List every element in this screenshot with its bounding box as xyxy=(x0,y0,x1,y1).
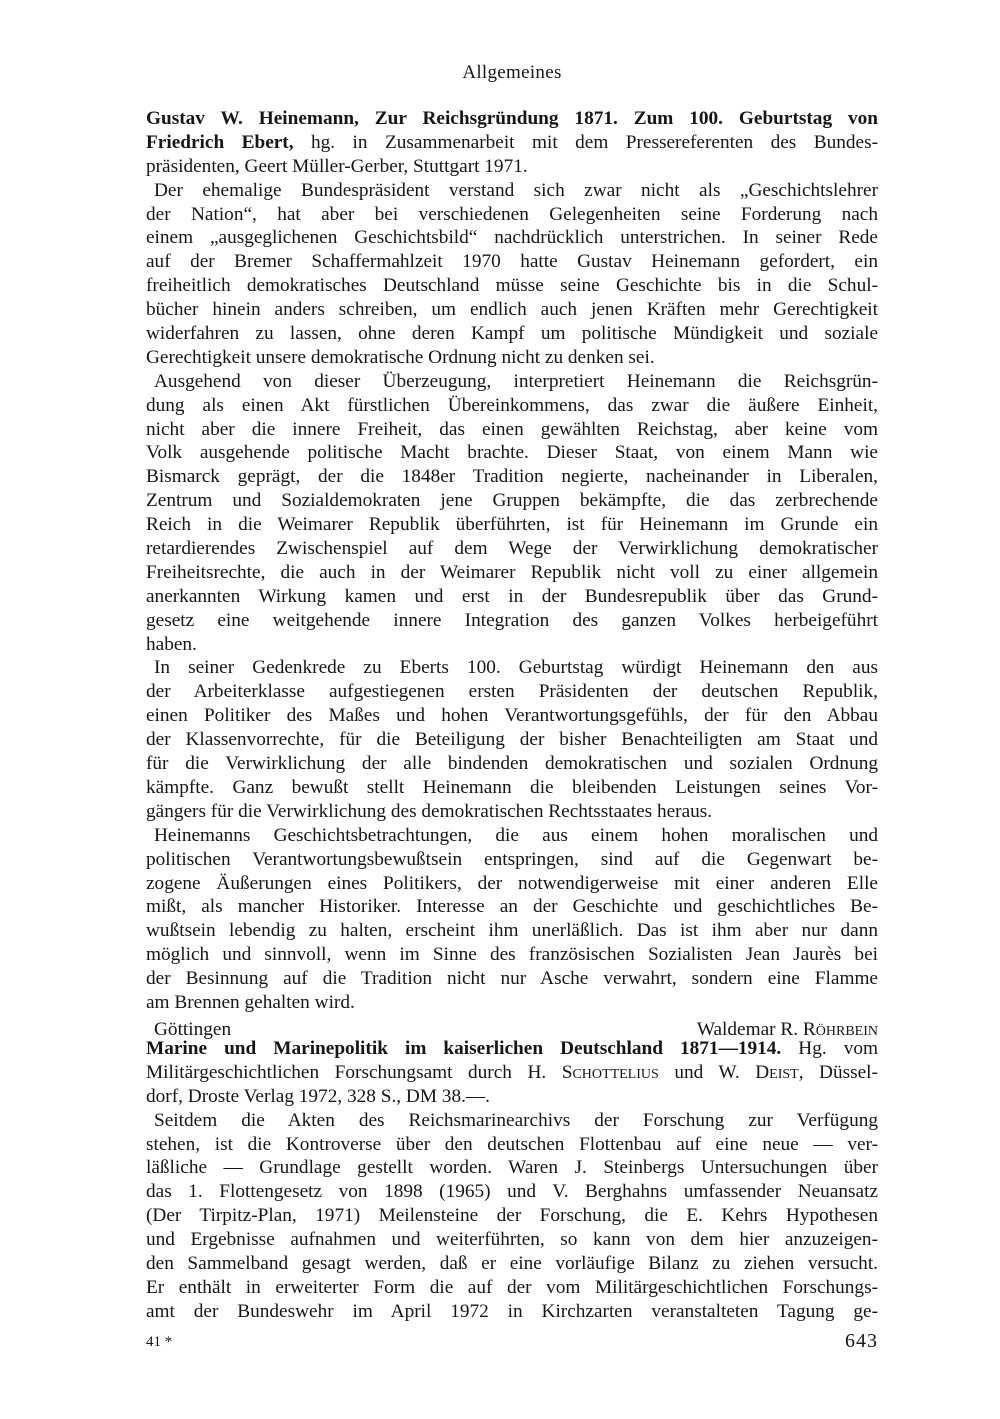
paragraph-line: kämpfte. Ganz bewußt stellt Heinemann die bleibenden Leistungen seines Vor- xyxy=(146,776,878,798)
book-page xyxy=(146,0,878,1419)
paragraph-line: Der ehemalige Bundespräsident verstand sich zwar nicht als „Geschichtslehrer xyxy=(154,179,878,201)
paragraph-line: den Sammelband gesagt werden, daß er eine vorläufige Bilanz zu ziehen versucht. xyxy=(146,1253,878,1275)
page-number: 643 xyxy=(845,1330,878,1352)
running-head: Allgemeines xyxy=(462,62,562,83)
review-title-tail: Hg. vom xyxy=(781,1038,878,1059)
review-biblio-line xyxy=(146,131,878,155)
review-biblio-line xyxy=(146,1061,878,1085)
paragraph-line: der Nation“, hat aber bei verschiedenen Gelegenheiten seine Forderung nach xyxy=(146,203,878,225)
paragraph-line: am Brennen gehalten wird. xyxy=(146,991,355,1013)
paragraph-line: Zentrum und Sozialdemokraten jene Gruppen bekämpfte, die das zerbrechende xyxy=(146,490,878,512)
paragraph-line: Volk ausgehende politische Macht brachte. Dieser Staat, von einem Mann wie xyxy=(146,442,878,464)
review-biblio-line: präsidenten, Geert Müller-Gerber, Stuttgart 1971. xyxy=(146,155,528,177)
review-biblio-line: dorf, Droste Verlag 1972, 328 S., DM 38.—. xyxy=(146,1085,491,1107)
paragraph-line: wußtsein lebendig zu halten, erscheint ihm unerläßlich. Das ist ihm aber nur dann xyxy=(146,920,878,942)
paragraph-line: amt der Bundeswehr im April 1972 in Kirchzarten veranstalteten Tagung ge- xyxy=(146,1300,878,1322)
paragraph-line: bücher hinein anders schreiben, um endlich auch jenen Kräften mehr Gerechtigkeit xyxy=(146,299,878,321)
editor-name: Deist xyxy=(755,1061,799,1083)
paragraph-line: widerfahren zu lassen, ohne deren Kampf um politische Mündigkeit und soziale xyxy=(146,323,878,345)
signature-mark: 41 * xyxy=(146,1334,173,1350)
paragraph-line: politischen Verantwortungsbewußtsein entspringen, sind auf die Gegenwart be- xyxy=(146,848,878,870)
reviewer-place: Göttingen xyxy=(154,1018,232,1040)
paragraph-line: einem „ausgeglichenen Geschichtsbild“ nachdrücklich unterstrichen. In seiner Rede xyxy=(146,227,878,249)
paragraph-line: Seitdem die Akten des Reichsmarinearchivs der Forschung zur Verfügung xyxy=(154,1109,878,1131)
paragraph-line: läßliche — Grundlage gestellt worden. Waren J. Steinbergs Untersuchungen über xyxy=(146,1157,878,1179)
paragraph-line: Gerechtigkeit unsere demokratische Ordnung nicht zu denken sei. xyxy=(146,346,655,368)
review-heinemann xyxy=(146,107,878,1043)
paragraph-line: haben. xyxy=(146,633,197,655)
paragraph-line: zogene Äußerungen eines Politikers, der notwendigerweise mit einer anderen Elle xyxy=(146,872,878,894)
paragraph-line: und Ergebnisse aufnahmen und weiterführten, so kann von dem hier anzuzeigen- xyxy=(146,1229,878,1251)
paragraph-line: gesetz eine weitgehende innere Integration des ganzen Volkes herbeigeführt xyxy=(146,609,878,631)
paragraph-line: Heinemanns Geschichtsbetrachtungen, die aus einem hohen moralischen und xyxy=(154,824,878,846)
paragraph-line: nicht aber die innere Freiheit, das einen gewählten Reichstag, aber keine vom xyxy=(146,418,878,440)
paragraph-line: mißt, als mancher Historiker. Interesse an der Geschichte und geschichtliches Be- xyxy=(146,896,878,918)
review-biblio-text: hg. in Zusammenarbeit mit dem Pressereferenten des Bundes- xyxy=(293,131,879,153)
paragraph-line: freiheitlich demokratisches Deutschland müsse seine Geschichte bis in die Schul- xyxy=(146,275,878,297)
review-title-line xyxy=(146,1037,878,1061)
paragraph-line: Er enthält in erweiterter Form die auf der vom Militärgeschichtlichen Forschungs- xyxy=(146,1276,878,1298)
review-biblio-text: Militärgeschichtlichen Forschungsamt durch H. xyxy=(146,1061,562,1083)
paragraph-line: retardierendes Zwischenspiel auf dem Wege der Verwirklichung demokratischer xyxy=(146,538,878,560)
paragraph-line: gängers für die Verwirklichung des demokratischen Rechtsstaates heraus. xyxy=(146,800,713,822)
paragraph-line: Freiheitsrechte, die auch in der Weimarer Republik nicht voll zu einer allgemein xyxy=(146,561,878,583)
review-biblio-text: , Düssel- xyxy=(798,1061,878,1083)
paragraph-line: für die Verwirklichung der alle bindenden demokratischen und sozialen Ordnung xyxy=(146,753,878,775)
paragraph-line: auf der Bremer Schaffermahlzeit 1970 hatte Gustav Heinemann gefordert, ein xyxy=(146,251,878,273)
reviewer-first-name: Waldemar R. xyxy=(696,1018,803,1040)
paragraph-line: Reich in die Weimarer Republik überführten, ist für Heinemann im Grunde ein xyxy=(146,514,878,536)
paragraph-line: In seiner Gedenkrede zu Eberts 100. Geburtstag würdigt Heinemann den aus xyxy=(154,657,878,679)
paragraph-line: der Besinnung auf die Tradition nicht nur Asche verwahrt, sondern eine Flamme xyxy=(146,968,878,990)
paragraph-line: anerkannten Wirkung kamen und erst in der Bundesrepublik über das Grund- xyxy=(146,585,878,607)
paragraph-line: Bismarck geprägt, der die 1848er Tradition negierte, nacheinander in Liberalen, xyxy=(146,466,878,488)
paragraph-line: Ausgehend von dieser Überzeugung, interpretiert Heinemann die Reichsgrün- xyxy=(154,370,878,392)
paragraph-line: (Der Tirpitz-Plan, 1971) Meilensteine der Forschung, die E. Kehrs Hypothesen xyxy=(146,1205,878,1227)
editor-name: Schottelius xyxy=(561,1061,659,1083)
paragraph-line: einen Politiker des Maßes und hohen Verantwortungsgefühls, der für den Abbau xyxy=(146,705,878,727)
paragraph-line: dung als einen Akt fürstlichen Übereinkommens, das zwar die äußere Einheit, xyxy=(146,394,878,416)
review-marine xyxy=(146,1037,878,1324)
review-title-line: Friedrich Ebert, xyxy=(146,131,294,153)
review-title-bold: Marine und Marinepolitik im kaiserlichen Deutschland 1871—1914. xyxy=(146,1038,782,1059)
reviewer-last-name: Röhrbein xyxy=(802,1018,878,1040)
review-biblio-text: und W. xyxy=(658,1061,756,1083)
paragraph-line: das 1. Flottengesetz von 1898 (1965) und V. Berghahns umfassender Neuansatz xyxy=(146,1181,878,1203)
review-title-line: Gustav W. Heinemann, Zur Reichsgründung 1871. Zum 100. Geburtstag von xyxy=(146,108,878,129)
paragraph-line: der Klassenvorrechte, für die Beteiligung der bisher Benachteiligten am Staat und xyxy=(146,729,878,751)
paragraph-line: stehen, ist die Kontroverse über den deutschen Flottenbau auf eine neue — ver- xyxy=(146,1133,878,1155)
paragraph-line: möglich und sinnvoll, wenn im Sinne des französischen Sozialisten Jean Jaurès bei xyxy=(146,944,878,966)
paragraph-line: der Arbeiterklasse aufgestiegenen ersten Präsidenten der deutschen Republik, xyxy=(146,681,878,703)
